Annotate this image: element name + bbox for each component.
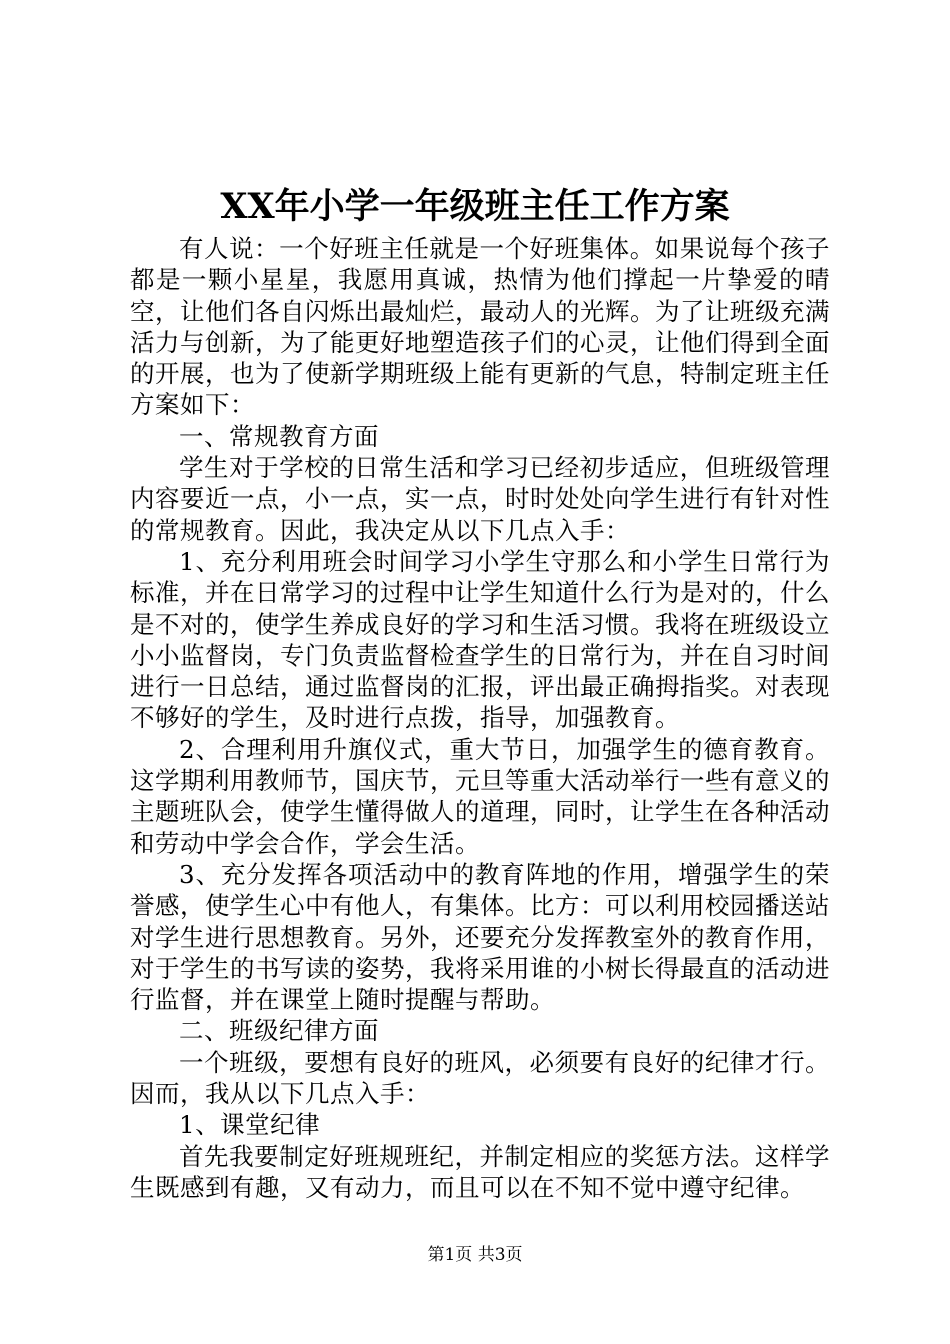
paragraph-discipline-overview: 一个班级，要想有良好的班风，必须要有良好的纪律才行。因而，我从以下几点入手： [130,1047,830,1109]
paragraph-item-2: 2、合理利用升旗仪式，重大节日，加强学生的德育教育。这学期利用教师节，国庆节，元旦等重大活动举行一些有意义的主题班队会，使学生懂得做人的道理，同时，让学生在各种活动和劳动中学会合作，学会生活。 [130,734,830,858]
paragraph-classroom-rules: 首先我要制定好班规班纪，并制定相应的奖惩方法。这样学生既感到有趣，又有动力，而且可以在不知不觉中遵守纪律。 [130,1141,830,1202]
paragraph-routine-overview: 学生对于学校的日常生活和学习已经初步适应，但班级管理内容要近一点，小一点，实一点，时时处处向学生进行有针对性的常规教育。因此，我决定从以下几点入手： [130,453,830,545]
section-heading-discipline: 二、班级纪律方面 [179,1016,379,1046]
document-body [130,233,830,1203]
page-footer: 第1页 共3页 [427,1245,523,1265]
paragraph-item-1: 1、充分利用班会时间学习小学生守那么和小学生日常行为标准，并在日常学习的过程中让学生知道什么行为是对的，什么是不对的，使学生养成良好的学习和生活习惯。我将在班级设立小小监督岗，专门负责监督检查学生的日常行为，并在自习时间进行一日总结，通过监督岗的汇报，评出最正确拇指奖。对表现不够好的学生，及时进行点拨，指导，加强教育。 [130,546,830,733]
document-title: XX年小学一年级班主任工作方案 [220,186,730,227]
paragraph-intro: 有人说：一个好班主任就是一个好班集体。如果说每个孩子都是一颗小星星，我愿用真诚，热情为他们撑起一片挚爱的晴空，让他们各自闪烁出最灿烂，最动人的光辉。为了让班级充满活力与创新，为了能更好地塑造孩子们的心灵，让他们得到全面的开展，也为了使新学期班级上能有更新的气息，特制定班主任方案如下： [130,234,830,420]
section-heading-routine-education: 一、常规教育方面 [179,421,379,451]
paragraph-item-3: 3、充分发挥各项活动中的教育阵地的作用，增强学生的荣誉感，使学生心中有他人，有集体。比方：可以利用校园播送站对学生进行思想教育。另外，还要充分发挥教室外的教育作用，对于学生的书写读的姿势，我将采用谁的小树长得最直的活动进行监督，并在课堂上随时提醒与帮助。 [130,859,830,1015]
subheading-classroom-discipline: 1、课堂纪律 [179,1110,321,1140]
